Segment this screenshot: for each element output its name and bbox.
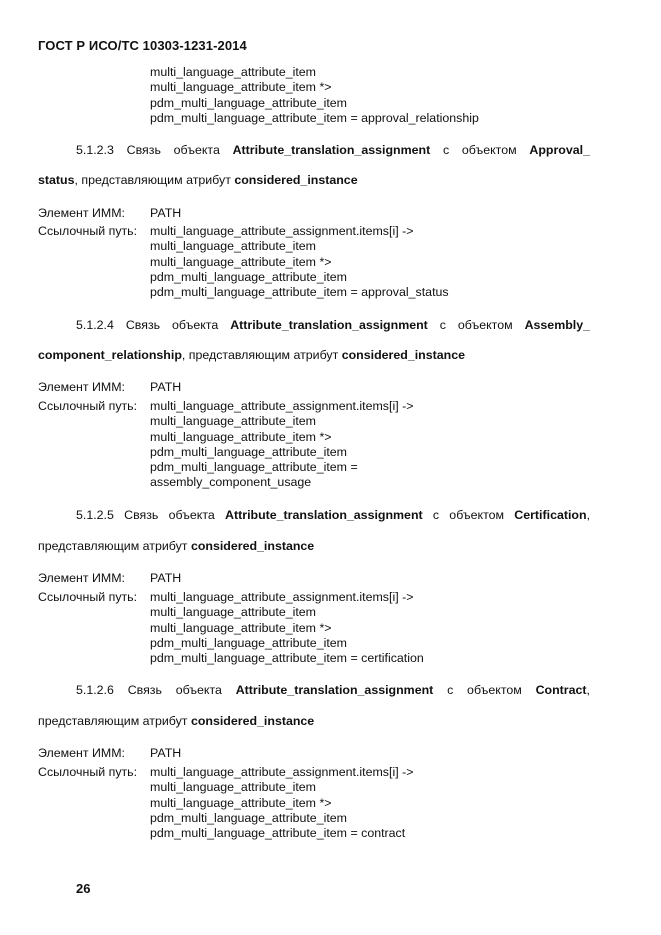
section-number: 5.1.2.5 — [76, 508, 114, 522]
section-number: 5.1.2.3 — [76, 143, 114, 157]
path-line: pdm_multi_language_attribute_item = — [150, 460, 358, 475]
path-line: multi_language_attribute_assignment.items[i] -> — [150, 399, 414, 413]
path-line: assembly_component_usage — [150, 475, 312, 490]
path-line: multi_language_attribute_item — [150, 239, 317, 254]
page-number: 26 — [76, 881, 91, 896]
heading-text: представляющим атрибут — [188, 348, 339, 362]
path-line: multi_language_attribute_item — [150, 780, 317, 795]
path-line: pdm_multi_language_attribute_item — [150, 269, 347, 284]
path-line: pdm_multi_language_attribute_item — [150, 810, 347, 825]
path-line: pdm_multi_language_attribute_item — [150, 635, 347, 650]
element-label: Элемент ИММ: — [38, 206, 125, 220]
heading-text: с объектом — [447, 683, 522, 697]
section-heading-5-1-2-5: 5.1.2.5 Связь объекта Attribute_translation_assignment с объектом Certification, — [76, 508, 591, 522]
heading-text: с объектом — [442, 143, 517, 157]
document-header: ГОСТ Р ИСО/ТС 10303-1231-2014 — [38, 38, 247, 53]
path-line: pdm_multi_language_attribute_item = approval_relationship — [150, 110, 479, 125]
heading-text: представляющим атрибут — [81, 173, 231, 187]
section-number: 5.1.2.6 — [76, 683, 114, 697]
heading-text: Связь объекта — [126, 143, 220, 157]
path-line: multi_language_attribute_item — [150, 605, 317, 620]
path-line: multi_language_attribute_item — [150, 65, 317, 79]
path-line: multi_language_attribute_item *> — [150, 429, 332, 444]
target-entity-name: Certification — [514, 508, 587, 522]
path-line: pdm_multi_language_attribute_item = contract — [150, 826, 406, 841]
heading-text: Связь объекта — [127, 683, 222, 697]
section-number: 5.1.2.4 — [76, 318, 114, 332]
path-label: Ссылочный путь: — [38, 590, 138, 604]
heading-text: представляющим атрибут — [38, 714, 188, 728]
element-label: Элемент ИММ: — [38, 380, 125, 394]
path-line: multi_language_attribute_assignment.items[i] -> — [150, 224, 414, 238]
element-value: PATH — [150, 746, 182, 760]
entity-name: Attribute_translation_assignment — [235, 683, 434, 697]
entity-name: Attribute_translation_assignment — [230, 318, 428, 332]
heading-text: с объектом — [439, 318, 513, 332]
reference-path-block — [150, 590, 424, 666]
target-entity-name: Assembly_ — [524, 318, 591, 332]
section-heading-5-1-2-4 — [76, 318, 590, 333]
element-label: Элемент ИММ: — [38, 571, 125, 585]
attribute-name: considered_instance — [190, 714, 315, 728]
heading-text: Связь объекта — [125, 318, 219, 332]
section-heading-continuation: component_relationship, представляющим атрибут considered_instance — [38, 348, 465, 362]
path-label: Ссылочный путь: — [38, 399, 138, 413]
section-heading-continuation — [38, 714, 314, 729]
target-entity-name: Contract — [535, 683, 587, 697]
path-line: pdm_multi_language_attribute_item — [150, 95, 347, 110]
path-line: multi_language_attribute_item *> — [150, 80, 332, 95]
heading-text: с объектом — [432, 508, 505, 522]
attribute-name: considered_instance — [234, 173, 358, 187]
target-entity-name: status — [38, 173, 75, 187]
path-line: multi_language_attribute_assignment.items[i] -> — [150, 765, 414, 779]
element-value: PATH — [150, 571, 182, 585]
continued-path-block — [150, 65, 479, 126]
section-heading-5-1-2-3 — [76, 143, 590, 158]
heading-text: Связь объекта — [124, 508, 215, 522]
path-line: multi_language_attribute_item *> — [150, 620, 332, 635]
reference-path-block — [150, 765, 413, 841]
section-heading-5-1-2-6: 5.1.2.6 Связь объекта Attribute_translation_assignment с объектом Contract, — [76, 683, 590, 697]
element-label: Элемент ИММ: — [38, 746, 125, 760]
heading-text: представляющим атрибут — [38, 539, 188, 553]
path-line: pdm_multi_language_attribute_item = certification — [150, 651, 424, 666]
element-value: PATH — [150, 380, 182, 394]
path-line: multi_language_attribute_item *> — [150, 795, 332, 810]
path-line: multi_language_attribute_assignment.items[i] -> — [150, 590, 414, 604]
reference-path-block — [150, 224, 449, 300]
path-line: pdm_multi_language_attribute_item — [150, 444, 347, 459]
entity-name: Attribute_translation_assignment — [232, 143, 431, 157]
target-entity-name: component_relationship — [38, 348, 182, 362]
target-entity-name: Approval_ — [529, 143, 590, 157]
reference-path-block — [150, 399, 413, 491]
attribute-name: considered_instance — [341, 348, 465, 362]
path-line: multi_language_attribute_item *> — [150, 254, 332, 269]
section-heading-continuation: status, представляющим атрибут considered_instance — [38, 173, 358, 187]
path-label: Ссылочный путь: — [38, 765, 138, 779]
path-line: pdm_multi_language_attribute_item = approval_status — [150, 285, 449, 300]
entity-name: Attribute_translation_assignment — [225, 508, 423, 522]
attribute-name: considered_instance — [190, 539, 315, 553]
path-label: Ссылочный путь: — [38, 224, 138, 238]
path-line: multi_language_attribute_item — [150, 414, 317, 429]
section-heading-continuation — [38, 539, 314, 554]
element-value: PATH — [150, 206, 182, 220]
